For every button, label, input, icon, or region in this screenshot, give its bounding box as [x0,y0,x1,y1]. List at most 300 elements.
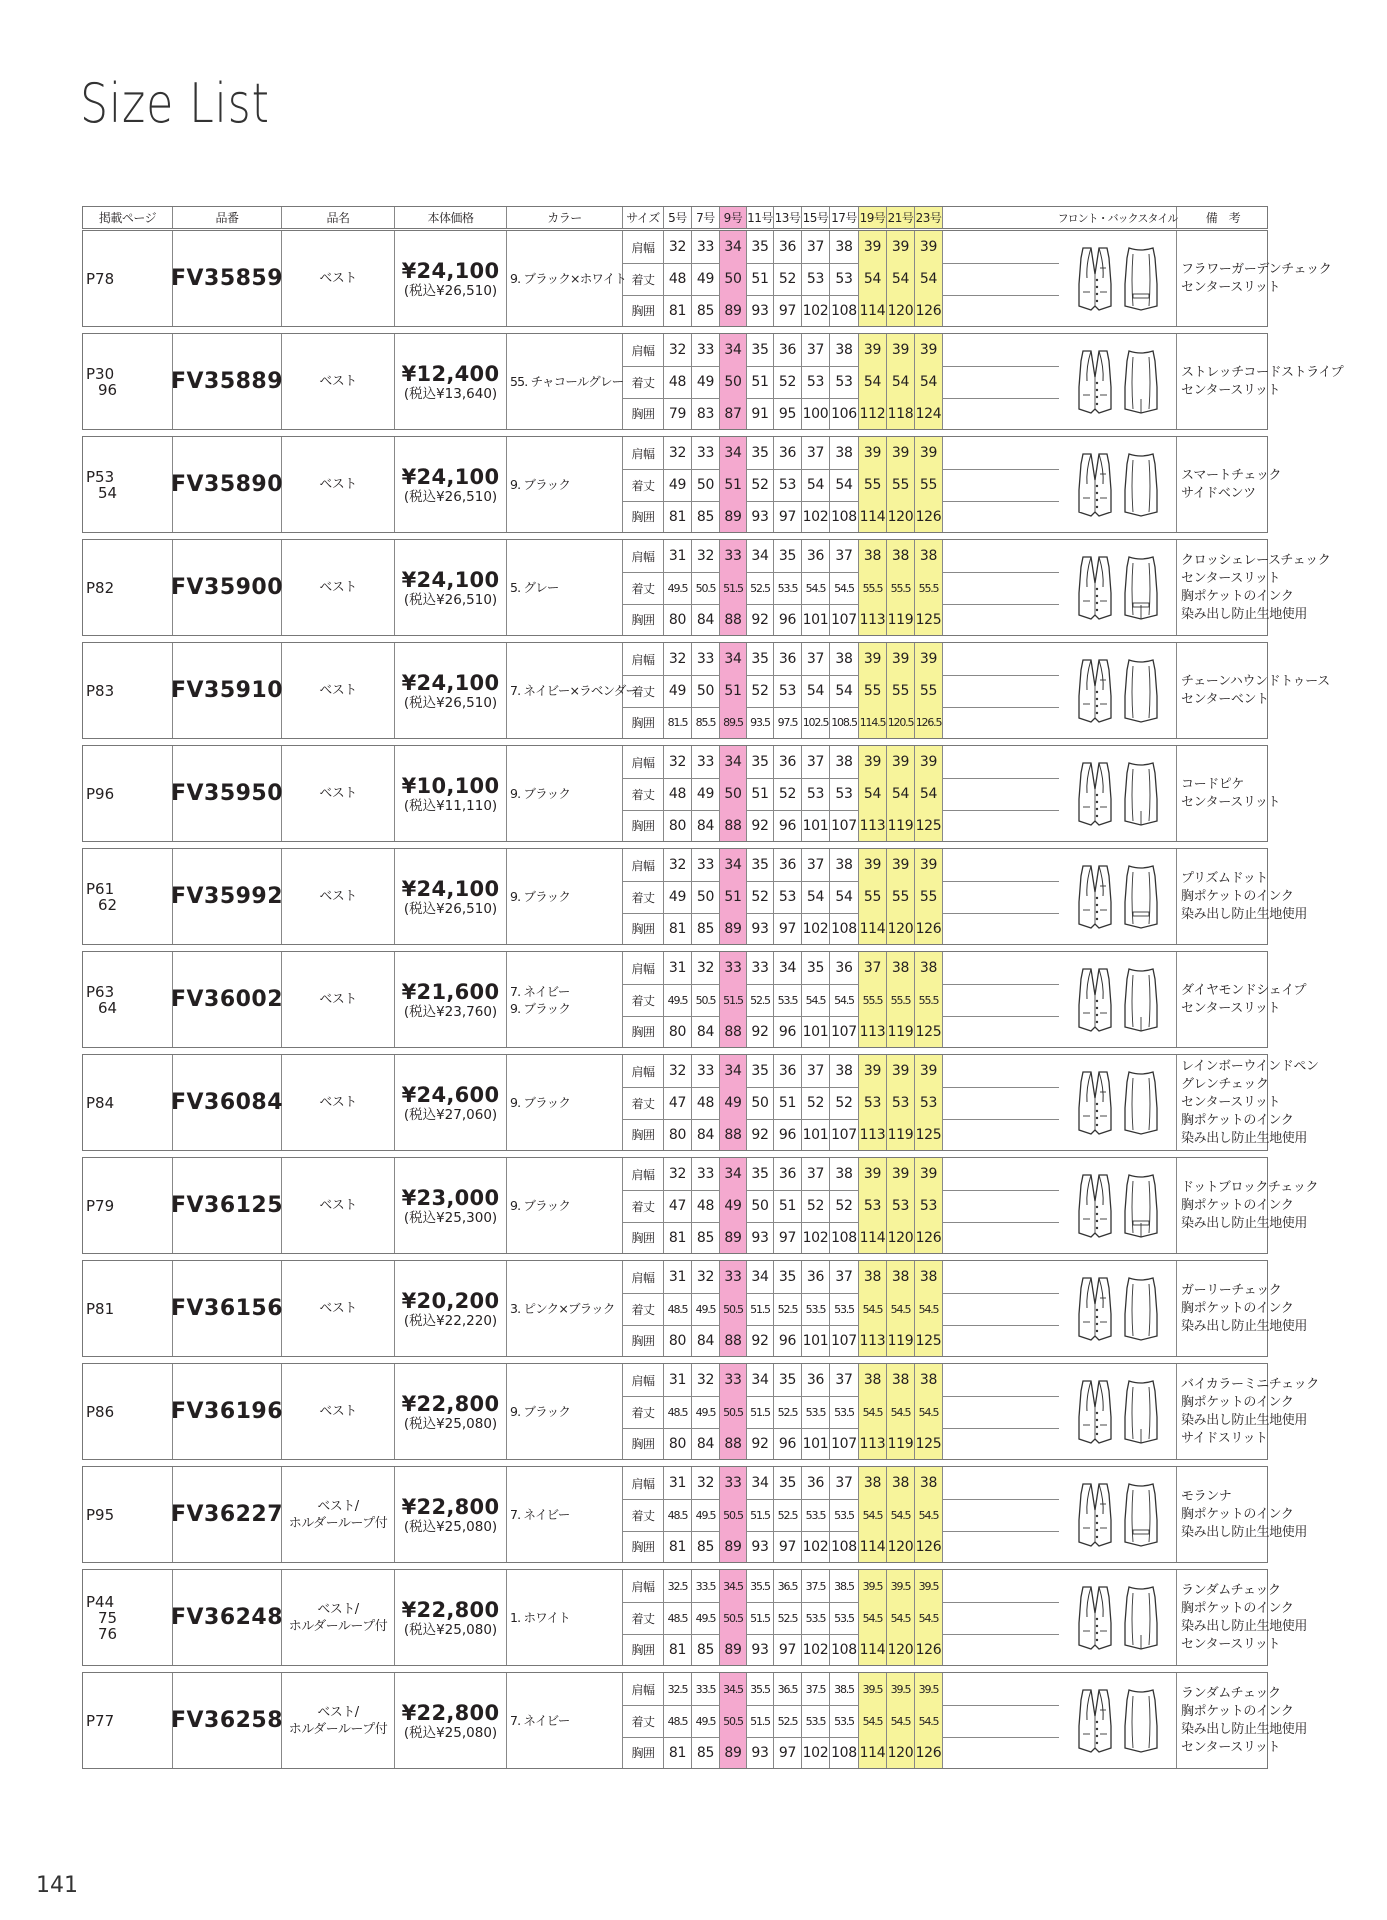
measure-label: 着丈 [623,1190,664,1222]
size-value: 38 [830,334,859,366]
size-value: 55.5 [887,984,915,1016]
price-with-tax: (税込¥22,220) [403,1312,498,1329]
size-value: 97.5 [774,707,802,738]
measure-row [623,1499,1059,1532]
size-value: 39 [887,334,915,366]
size-value: 119 [887,1428,915,1459]
measure-row [623,1634,1059,1665]
note-line: グレンチェック [1181,1076,1269,1092]
note-line: レインボーウインドペン [1181,1058,1319,1074]
size-value: 32.5 [664,1570,692,1602]
price-with-tax: (税込¥13,640) [403,385,498,402]
product-notes [1177,334,1344,429]
size-value: 53 [830,366,859,398]
header-size-5: 13号 [774,207,802,228]
measure-row [623,1705,1059,1738]
size-value: 37 [802,746,830,778]
size-value: 51.5 [747,1602,774,1634]
measure-label: 肩幅 [623,643,664,675]
note-line: 染み出し防止生地使用 [1181,1618,1308,1634]
size-value: 38 [830,1158,859,1190]
style-illustration [1059,1467,1177,1562]
note-line: ドットブロックチェック [1181,1179,1319,1195]
size-value: 93.5 [747,707,774,738]
size-value: 97 [774,501,802,532]
measure-row [623,501,1059,532]
measure-label: 肩幅 [623,334,664,366]
size-value: 33 [692,334,720,366]
size-value: 88 [720,1016,747,1047]
size-value: 102 [802,501,830,532]
size-value: 55 [887,469,915,501]
product-colors [507,1570,623,1665]
page-ref: P95 [86,1505,115,1524]
size-value: 34 [747,1467,774,1499]
product-pages [83,952,173,1047]
size-value: 119 [887,604,915,635]
size-value: 120 [887,913,915,944]
note-line: センタースリット [1181,1636,1281,1652]
size-value: 32 [692,952,720,984]
size-value: 37 [802,334,830,366]
measure-row [623,437,1059,470]
size-value: 35 [747,334,774,366]
size-value: 39 [887,437,915,469]
size-value: 54 [802,675,830,707]
size-value: 36 [774,746,802,778]
product-row [82,230,1332,327]
product-name [282,1158,395,1253]
size-value: 54 [887,366,915,398]
product-notes [1177,849,1308,944]
size-value: 35.5 [747,1570,774,1602]
size-value: 120 [887,1222,915,1253]
size-value: 54.5 [830,984,859,1016]
size-value: 101 [802,1325,830,1356]
size-value: 48.5 [664,1602,692,1634]
product-colors [507,1364,623,1459]
size-value: 54 [859,366,887,398]
size-value: 54.5 [887,1499,915,1531]
header-name: 品名 [282,207,395,228]
size-value: 34 [720,643,747,675]
size-value: 54.5 [859,1499,887,1531]
product-pages [83,1158,173,1253]
vest-front-icon [1075,1377,1115,1447]
color-option: 9. ブラック [510,1198,571,1213]
size-value: 31 [664,952,692,984]
size-value: 96 [774,1119,802,1150]
measure-label: 肩幅 [623,1158,664,1190]
size-value: 50 [692,881,720,913]
size-value: 89 [720,1531,747,1562]
color-option: 9. ブラック [510,889,571,904]
size-value: 125 [915,1428,943,1459]
size-value: 54 [830,469,859,501]
size-value: 53.5 [774,984,802,1016]
size-value: 85.5 [692,707,720,738]
size-value: 36 [774,334,802,366]
product-notes [1177,1570,1308,1665]
size-value: 38.5 [830,1673,859,1705]
measure-row [623,1325,1059,1356]
size-value: 35 [747,1055,774,1087]
note-line: センタースリット [1181,1094,1281,1110]
header-style: フロント・バックスタイル [1059,207,1177,228]
size-value: 92 [747,810,774,841]
size-value: 39 [887,1158,915,1190]
header-size-6: 15号 [802,207,830,228]
size-value: 38 [830,746,859,778]
size-value: 80 [664,604,692,635]
product-price [395,643,507,738]
size-value: 108 [830,1222,859,1253]
size-value: 33 [720,540,747,572]
measure-row [623,1158,1059,1191]
size-value: 35 [774,1261,802,1293]
color-option: 9. ブラック [510,1000,571,1016]
header-size-8: 19号 [859,207,887,228]
size-value: 34 [720,849,747,881]
product-code: FV35859 [173,231,282,326]
page-ref: 75 [98,1608,118,1627]
size-value: 126.5 [915,707,943,738]
size-value: 119 [887,810,915,841]
product-row [82,1054,1319,1151]
size-value: 102 [802,913,830,944]
page-ref: P79 [86,1196,115,1215]
color-option: 9. ブラック×ホワイト [510,271,627,286]
product-name-line: ホルダーループ付 [288,1618,388,1634]
product-name-line: ベスト [319,992,357,1007]
size-value: 38 [915,952,943,984]
size-value: 38 [887,1364,915,1396]
page-ref: P78 [86,269,115,288]
size-value: 37 [802,849,830,881]
size-value: 96 [774,1016,802,1047]
size-value: 36 [802,1467,830,1499]
measure-row [623,1087,1059,1120]
style-illustration [1059,849,1177,944]
size-value: 35 [747,746,774,778]
vest-front-icon [1075,1068,1115,1138]
size-value: 47 [664,1190,692,1222]
size-value: 36 [774,1158,802,1190]
size-value: 120 [887,1531,915,1562]
size-value: 35 [774,540,802,572]
measure-label: 肩幅 [623,746,664,778]
size-value: 80 [664,810,692,841]
measure-row [623,952,1059,985]
size-value: 37 [802,437,830,469]
size-value: 53.5 [774,572,802,604]
product-row [82,1672,1308,1769]
vest-back-icon [1121,1583,1161,1653]
size-value: 52.5 [774,1396,802,1428]
note-line: 胸ポケットのインク [1181,1300,1294,1316]
size-value: 97 [774,913,802,944]
measure-label: 胸囲 [623,1325,664,1356]
page-ref: P82 [86,578,115,597]
size-value: 89 [720,501,747,532]
size-value: 39 [859,437,887,469]
size-value: 49 [664,675,692,707]
measure-row [623,1673,1059,1706]
size-value: 33 [692,437,720,469]
price-with-tax: (税込¥25,300) [403,1209,498,1226]
size-value: 39 [859,1158,887,1190]
size-value: 108 [830,913,859,944]
size-value: 120 [887,1737,915,1768]
size-value: 113 [859,810,887,841]
measure-label: 胸囲 [623,501,664,532]
product-code: FV35992 [173,849,282,944]
size-value: 51 [774,1087,802,1119]
price-with-tax: (税込¥25,080) [403,1724,498,1741]
page-ref: 76 [98,1624,118,1643]
product-pages [83,643,173,738]
measure-row [623,1190,1059,1223]
price-base: ¥24,100 [401,464,500,489]
page-ref: P53 [86,467,115,486]
measure-label: 肩幅 [623,1570,664,1602]
product-name-line: ベスト [319,1404,357,1419]
size-value: 113 [859,1119,887,1150]
header-page: 掲載ページ [83,207,173,228]
size-value: 38 [859,1364,887,1396]
size-value: 34.5 [720,1570,747,1602]
product-name-line: ベスト/ [317,1498,359,1514]
product-name [282,1364,395,1459]
measure-row [623,263,1059,296]
color-option: 9. ブラック [510,786,571,801]
product-notes [1177,643,1330,738]
vest-back-icon [1121,450,1161,520]
size-value: 53 [774,469,802,501]
size-value: 51.5 [747,1396,774,1428]
measure-row [623,984,1059,1017]
vest-front-icon [1075,656,1115,726]
style-illustration [1059,231,1177,326]
size-value: 36 [830,952,859,984]
product-code: FV35950 [173,746,282,841]
product-pages [83,334,173,429]
size-value: 100 [802,398,830,429]
note-line: スマートチェック [1181,467,1282,483]
size-value: 54 [915,366,943,398]
size-value: 34 [720,437,747,469]
size-value: 39 [915,437,943,469]
size-value: 52.5 [747,984,774,1016]
measure-label: 胸囲 [623,1222,664,1253]
product-name [282,746,395,841]
size-value: 53 [859,1087,887,1119]
size-value: 84 [692,1325,720,1356]
size-value: 39 [859,231,887,263]
size-value: 89 [720,1737,747,1768]
size-value: 37 [830,1467,859,1499]
size-value: 107 [830,1016,859,1047]
size-value: 32 [692,1364,720,1396]
size-value: 34 [720,231,747,263]
header-price: 本体価格 [395,207,507,228]
size-value: 95 [774,398,802,429]
size-value: 55 [859,469,887,501]
size-value: 81 [664,295,692,326]
measure-label: 肩幅 [623,1261,664,1293]
note-line: 染み出し防止生地使用 [1181,1524,1308,1540]
size-value: 80 [664,1325,692,1356]
note-line: ランダムチェック [1181,1685,1281,1701]
measure-row [623,643,1059,676]
size-value: 37 [802,231,830,263]
size-value: 54.5 [915,1705,943,1737]
page-title: Size List [80,72,270,135]
color-option: 9. ブラック [510,1404,571,1419]
product-notes [1177,1158,1319,1253]
size-value: 50 [692,675,720,707]
price-base: ¥12,400 [401,361,500,386]
measure-row [623,1396,1059,1429]
price-with-tax: (税込¥27,060) [403,1106,498,1123]
size-value: 38 [887,540,915,572]
header-size-9: 21号 [887,207,915,228]
product-code: FV35889 [173,334,282,429]
size-value: 34 [774,952,802,984]
product-price [395,540,507,635]
size-value: 49 [720,1190,747,1222]
size-value: 54 [802,469,830,501]
product-notes [1177,1055,1319,1150]
measure-row [623,231,1059,264]
size-value: 32 [664,746,692,778]
size-value: 34 [720,1158,747,1190]
size-value: 54 [830,881,859,913]
size-value: 54 [887,263,915,295]
size-value: 54.5 [830,572,859,604]
size-value: 53.5 [802,1705,830,1737]
price-with-tax: (税込¥26,510) [403,900,498,917]
size-value: 53.5 [830,1602,859,1634]
product-pages [83,540,173,635]
size-value: 53 [887,1190,915,1222]
vest-front-icon [1075,1686,1115,1756]
size-value: 50 [720,366,747,398]
size-value: 38 [859,540,887,572]
size-value: 36.5 [774,1673,802,1705]
vest-front-icon [1075,862,1115,932]
size-value: 49 [692,366,720,398]
size-value: 93 [747,1634,774,1665]
size-value: 39 [859,643,887,675]
size-value: 92 [747,1016,774,1047]
header-size-1: 5号 [664,207,692,228]
size-value: 51.5 [747,1499,774,1531]
vest-back-icon [1121,1377,1161,1447]
size-value: 89 [720,1634,747,1665]
size-value: 38 [887,1261,915,1293]
product-colors [507,849,623,944]
size-value: 107 [830,810,859,841]
note-line: センタースリット [1181,570,1281,586]
product-code: FV36002 [173,952,282,1047]
price-with-tax: (税込¥25,080) [403,1415,498,1432]
vest-back-icon [1121,244,1161,314]
size-value: 108 [830,1531,859,1562]
measure-row [623,1055,1059,1088]
price-base: ¥21,600 [401,979,500,1004]
product-colors [507,334,623,429]
product-pages [83,746,173,841]
measure-row [623,1428,1059,1459]
measure-row [623,1531,1059,1562]
product-colors [507,746,623,841]
style-illustration [1059,540,1177,635]
measure-label: 胸囲 [623,1016,664,1047]
size-value: 49.5 [692,1396,720,1428]
size-value: 93 [747,1222,774,1253]
note-line: 染み出し防止生地使用 [1181,1412,1308,1428]
measure-row [623,366,1059,399]
color-option: 1. ホワイト [510,1610,570,1625]
measure-row [623,1261,1059,1294]
measure-row [623,295,1059,326]
header-code: 品番 [173,207,282,228]
product-colors [507,952,623,1047]
style-illustration [1059,643,1177,738]
product-colors [507,1158,623,1253]
product-row [82,1363,1319,1460]
style-illustration [1059,1158,1177,1253]
size-value: 33.5 [692,1673,720,1705]
size-value: 93 [747,1737,774,1768]
size-value: 53 [859,1190,887,1222]
product-notes [1177,1261,1308,1356]
size-value: 120 [887,295,915,326]
product-name-line: ベスト [319,1198,357,1213]
size-value: 81.5 [664,707,692,738]
size-value: 92 [747,1325,774,1356]
size-value: 107 [830,1119,859,1150]
vest-back-icon [1121,1068,1161,1138]
size-value: 54 [915,778,943,810]
price-with-tax: (税込¥26,510) [403,694,498,711]
size-value: 52 [747,675,774,707]
measure-label: 着丈 [623,1396,664,1428]
product-name [282,540,395,635]
size-value: 50 [720,263,747,295]
note-line: ストレッチコードストライプ [1181,364,1344,380]
note-line: プリズムドット [1181,870,1268,886]
size-value: 93 [747,913,774,944]
product-pages [83,1673,173,1768]
size-value: 31 [664,1467,692,1499]
size-value: 50 [747,1087,774,1119]
size-value: 33 [692,1055,720,1087]
size-value: 48.5 [664,1293,692,1325]
size-value: 118 [887,398,915,429]
product-pages [83,1055,173,1150]
size-value: 34 [747,1261,774,1293]
measure-label: 着丈 [623,366,664,398]
vest-back-icon [1121,965,1161,1035]
product-row [82,1466,1308,1563]
size-value: 107 [830,1325,859,1356]
size-value: 36 [774,1055,802,1087]
size-value: 106 [830,398,859,429]
color-option: 3. ピンク×ブラック [510,1301,615,1316]
size-value: 52 [774,263,802,295]
